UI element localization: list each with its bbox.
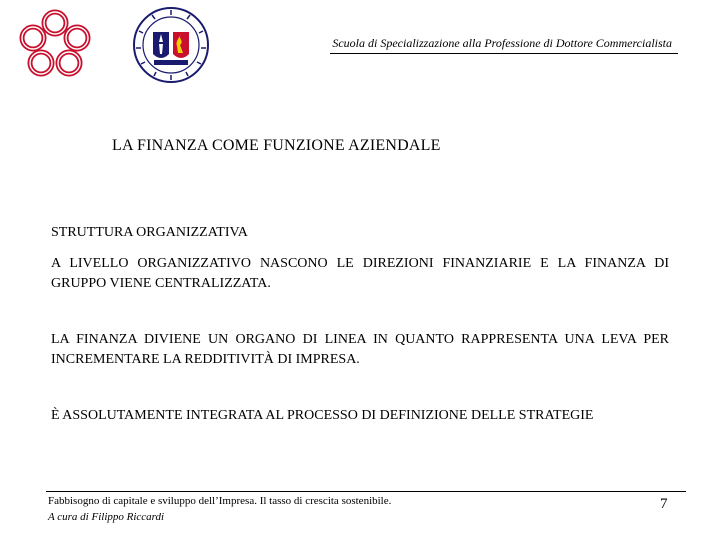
slide-title: LA FINANZA COME FUNZIONE AZIENDALE: [112, 137, 441, 154]
university-seal-logo: [132, 6, 210, 84]
interlaced-circles-logo: [18, 8, 92, 80]
paragraph-strategie: È ASSOLUTAMENTE INTEGRATA AL PROCESSO DI DEFINIZIONE DELLE STRATEGIE: [51, 408, 594, 423]
institution-name: Scuola di Specializzazione alla Professione di Dottore Commercialista: [332, 36, 672, 50]
page-number: 7: [660, 496, 668, 512]
footer-author: A cura di Filippo Riccardi: [48, 511, 165, 523]
header-divider: [330, 53, 678, 54]
paragraph-direzioni-finanziarie: A LIVELLO ORGANIZZATIVO NASCONO LE DIREZIONI FINANZIARIE E LA FINANZA DI GRUPPO VIENE CENTRALIZZATA.: [51, 256, 669, 291]
footer-divider: [46, 491, 686, 492]
footer-course-title: Fabbisogno di capitale e sviluppo dell’Impresa. Il tasso di crescita sostenibile.: [48, 495, 392, 507]
section-heading: STRUTTURA ORGANIZZATIVA: [51, 225, 248, 240]
paragraph-organo-di-linea: LA FINANZA DIVIENE UN ORGANO DI LINEA IN QUANTO RAPPRESENTA UNA LEVA PER INCREMENTARE LA REDDITIVITÀ DI IMPRESA.: [51, 332, 669, 367]
